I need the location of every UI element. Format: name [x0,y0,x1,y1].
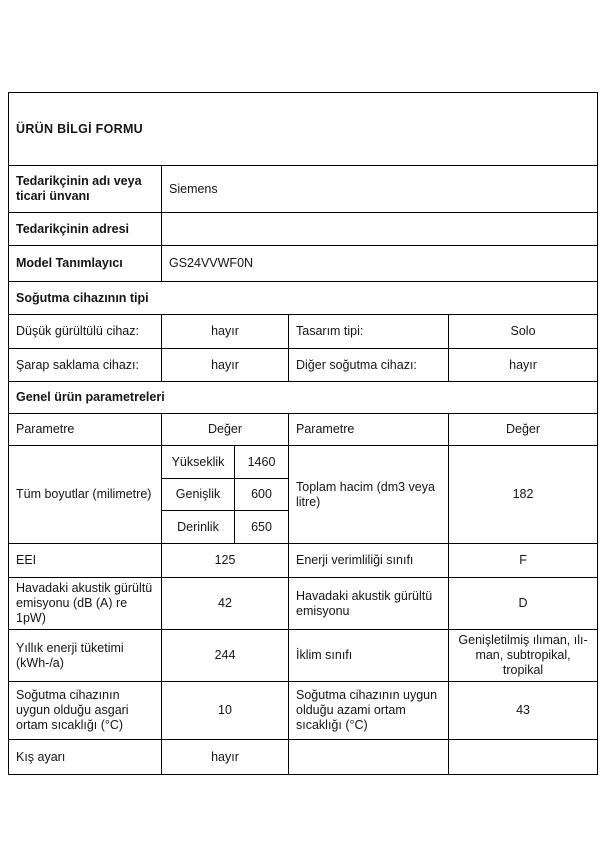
total-volume-value: 182 [449,446,598,544]
dimension-name-height: Yükseklik [162,446,235,479]
noise-emission-label: Havadaki akustik gürültü emisyonu (dB (A) re 1pW) [9,578,162,630]
param-col-header-left: Parametre [9,414,162,446]
model-value: GS24VVWF0N [162,246,598,282]
eei-row [9,544,598,578]
model-label: Model Tanımlayıcı [9,246,162,282]
empty-value-cell [449,740,598,775]
cooling-type-section-header: Soğutma cihazının tipi [9,282,598,315]
min-temp-label: Soğutma cihazının uygun olduğu asgari ortam sıcaklığı (°C) [9,682,162,740]
dimension-name-depth: Derinlik [162,511,235,544]
winter-setting-row [9,740,598,775]
noise-class-value: D [449,578,598,630]
supplier-value: Siemens [162,166,598,213]
dimensions-label: Tüm boyutlar (milimetre) [9,446,162,544]
low-noise-label: Düşük gürültülü cihaz: [9,315,162,349]
address-row [9,213,598,246]
product-info-form [8,92,597,775]
address-label: Tedarikçinin adresi [9,213,162,246]
address-value [162,213,598,246]
winter-setting-value: hayır [162,740,289,775]
supplier-row [9,166,598,213]
climate-class-label: İklim sınıfı [289,630,449,682]
energy-class-value: F [449,544,598,578]
param-col-header-right: Parametre [289,414,449,446]
supplier-label: Tedarikçinin adı veya ticari ünvanı [9,166,162,213]
max-temp-value: 43 [449,682,598,740]
winter-setting-label: Kış ayarı [9,740,162,775]
eei-label: EEI [9,544,162,578]
wine-storage-row [9,349,598,382]
general-params-header-row [9,382,598,414]
dimension-value-width: 600 [235,479,289,511]
design-type-value: Solo [449,315,598,349]
eei-value: 125 [162,544,289,578]
wine-storage-value: hayır [162,349,289,382]
energy-class-label: Enerji verimliliği sınıfı [289,544,449,578]
low-noise-value: hayır [162,315,289,349]
value-col-header-left: Değer [162,414,289,446]
cooling-type-header-row [9,282,598,315]
ambient-temp-row [9,682,598,740]
noise-row [9,578,598,630]
value-col-header-right: Değer [449,414,598,446]
total-volume-label: Toplam hacim (dm3 veya litre) [289,446,449,544]
param-columns-row [9,414,598,446]
dimensions-row-height [9,446,598,479]
other-cooling-label: Diğer soğutma cihazı: [289,349,449,382]
climate-class-value: Genişletilmiş ılıman, ılıman, subtropikal, tropikal [449,630,598,682]
dimension-value-height: 1460 [235,446,289,479]
low-noise-row [9,315,598,349]
dimension-value-depth: 650 [235,511,289,544]
annual-energy-label: Yıllık enerji tüketimi (kWh-/a) [9,630,162,682]
form-title: ÜRÜN BİLGİ FORMU [9,93,598,166]
noise-emission-value: 42 [162,578,289,630]
title-row [9,93,598,166]
annual-energy-value: 244 [162,630,289,682]
design-type-label: Tasarım tipi: [289,315,449,349]
empty-param-cell [289,740,449,775]
product-info-table [8,92,598,775]
annual-energy-row [9,630,598,682]
model-row [9,246,598,282]
general-params-section-header: Genel ürün parametreleri [9,382,598,414]
min-temp-value: 10 [162,682,289,740]
dimension-name-width: Genişlik [162,479,235,511]
noise-class-label: Havadaki akustik gürültü emisyonu [289,578,449,630]
wine-storage-label: Şarap saklama cihazı: [9,349,162,382]
max-temp-label: Soğutma cihazının uygun olduğu azami ortam sıcaklığı (°C) [289,682,449,740]
other-cooling-value: hayır [449,349,598,382]
